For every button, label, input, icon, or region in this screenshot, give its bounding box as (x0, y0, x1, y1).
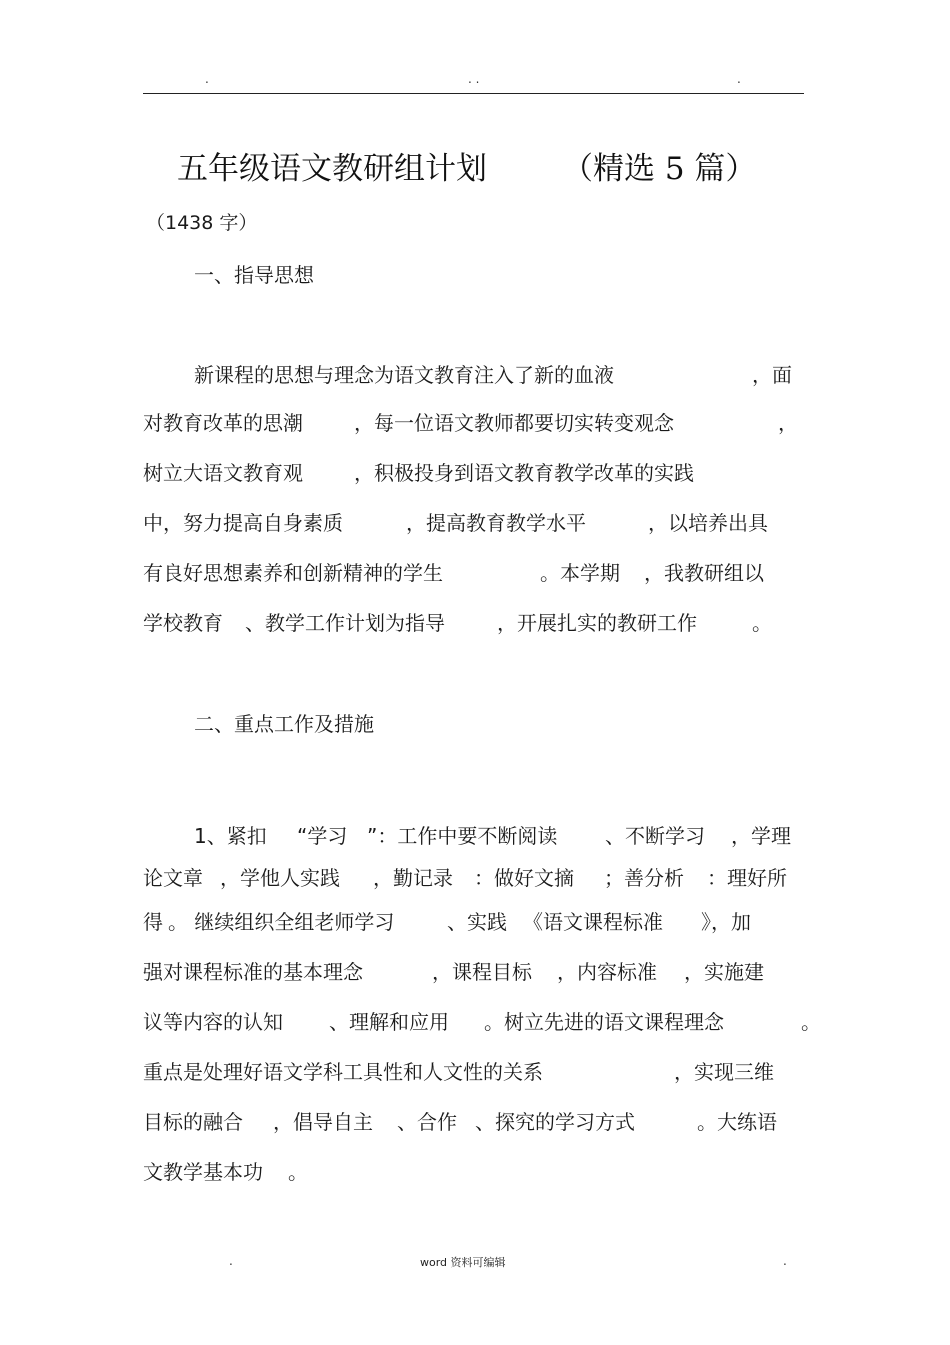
text-segment: 。大练语 (697, 1110, 777, 1134)
text-segment: 论文章 (143, 866, 203, 890)
text-segment: 、理解和应用 (329, 1010, 449, 1034)
text-segment: ，我教研组以 (644, 561, 764, 585)
text-segment: ：理好所 (707, 866, 787, 890)
text-segment: 重点是处理好语文学科工具性和人文性的关系 (143, 1060, 543, 1084)
text-segment: 1、紧扣 (194, 824, 267, 848)
text-segment: 》，加 (701, 910, 751, 934)
header-dot-middle: . . (468, 72, 480, 86)
text-segment: ，勤记录 (373, 866, 453, 890)
document-title: 五年级语文教研组计划 (177, 151, 487, 187)
header-dot-left: . (205, 72, 209, 86)
text-segment: 强对课程标准的基本理念 (143, 960, 363, 984)
text-segment: ， (778, 411, 798, 435)
text-segment: 文教学基本功 (143, 1160, 263, 1184)
footer-dot-right: . (783, 1254, 787, 1268)
text-segment: ，积极投身到语文教育教学改革的实践 (354, 461, 694, 485)
text-segment: ，学理 (731, 824, 791, 848)
text-segment: 学校教育 (143, 611, 223, 635)
header-dot-right: . (737, 72, 741, 86)
text-segment: 有良好思想素养和创新精神的学生 (143, 561, 443, 585)
header-rule (143, 93, 804, 94)
text-segment: ，以培养出具 (648, 511, 768, 535)
text-segment: 、合作 (397, 1110, 457, 1134)
text-segment: ：做好文摘 (474, 866, 574, 890)
text-segment: 目标的融合 (143, 1110, 243, 1134)
text-segment: 得 (143, 910, 163, 934)
footer-note: word 资料可编辑 (420, 1256, 506, 1269)
text-segment: 。 (801, 1010, 821, 1034)
text-segment: ，课程目标 (432, 960, 532, 984)
text-segment: 树立大语文教育观 (143, 461, 303, 485)
word-count: （1438 字） (146, 212, 258, 234)
text-segment: 。树立先进的语文课程理念 (484, 1010, 724, 1034)
text-segment: 、不断学习 (605, 824, 705, 848)
text-segment: 、教学工作计划为指导 (245, 611, 445, 635)
footer-dot-left: . (229, 1254, 233, 1268)
text-segment: ，提高教育教学水平 (406, 511, 586, 535)
text-segment: 。 (752, 611, 772, 635)
section-heading-key-work: 二、重点工作及措施 (194, 712, 374, 736)
text-segment: 。 继续组织全组老师学习 (168, 910, 395, 934)
text-segment: ，倡导自主 (273, 1110, 373, 1134)
document-subtitle: （精选 5 篇） (562, 151, 757, 187)
text-segment: “学习 (297, 824, 348, 848)
text-segment: ；善分析 (604, 866, 684, 890)
text-segment: 新课程的思想与理念为语文教育注入了新的血液 (194, 363, 614, 387)
text-segment: 。 (288, 1160, 308, 1184)
section-heading-guiding-thought: 一、指导思想 (194, 263, 314, 287)
text-segment: ，学他人实践 (220, 866, 340, 890)
text-segment: ”：工作中要不断阅读 (367, 824, 558, 848)
text-segment: 。本学期 (540, 561, 620, 585)
text-segment: 、实践 (447, 910, 507, 934)
text-segment: ，实施建 (684, 960, 764, 984)
text-segment: ，面 (752, 363, 792, 387)
text-segment: ，内容标准 (557, 960, 657, 984)
text-segment: 中，努力提高自身素质 (143, 511, 343, 535)
text-segment: 对教育改革的思潮 (143, 411, 303, 435)
text-segment: ，开展扎实的教研工作 (497, 611, 697, 635)
text-segment: ，实现三维 (674, 1060, 774, 1084)
text-segment: 、探究的学习方式 (475, 1110, 635, 1134)
text-segment: ，每一位语文教师都要切实转变观念 (354, 411, 674, 435)
text-segment: 《语文课程标准 (523, 910, 663, 934)
text-segment: 议等内容的认知 (143, 1010, 283, 1034)
